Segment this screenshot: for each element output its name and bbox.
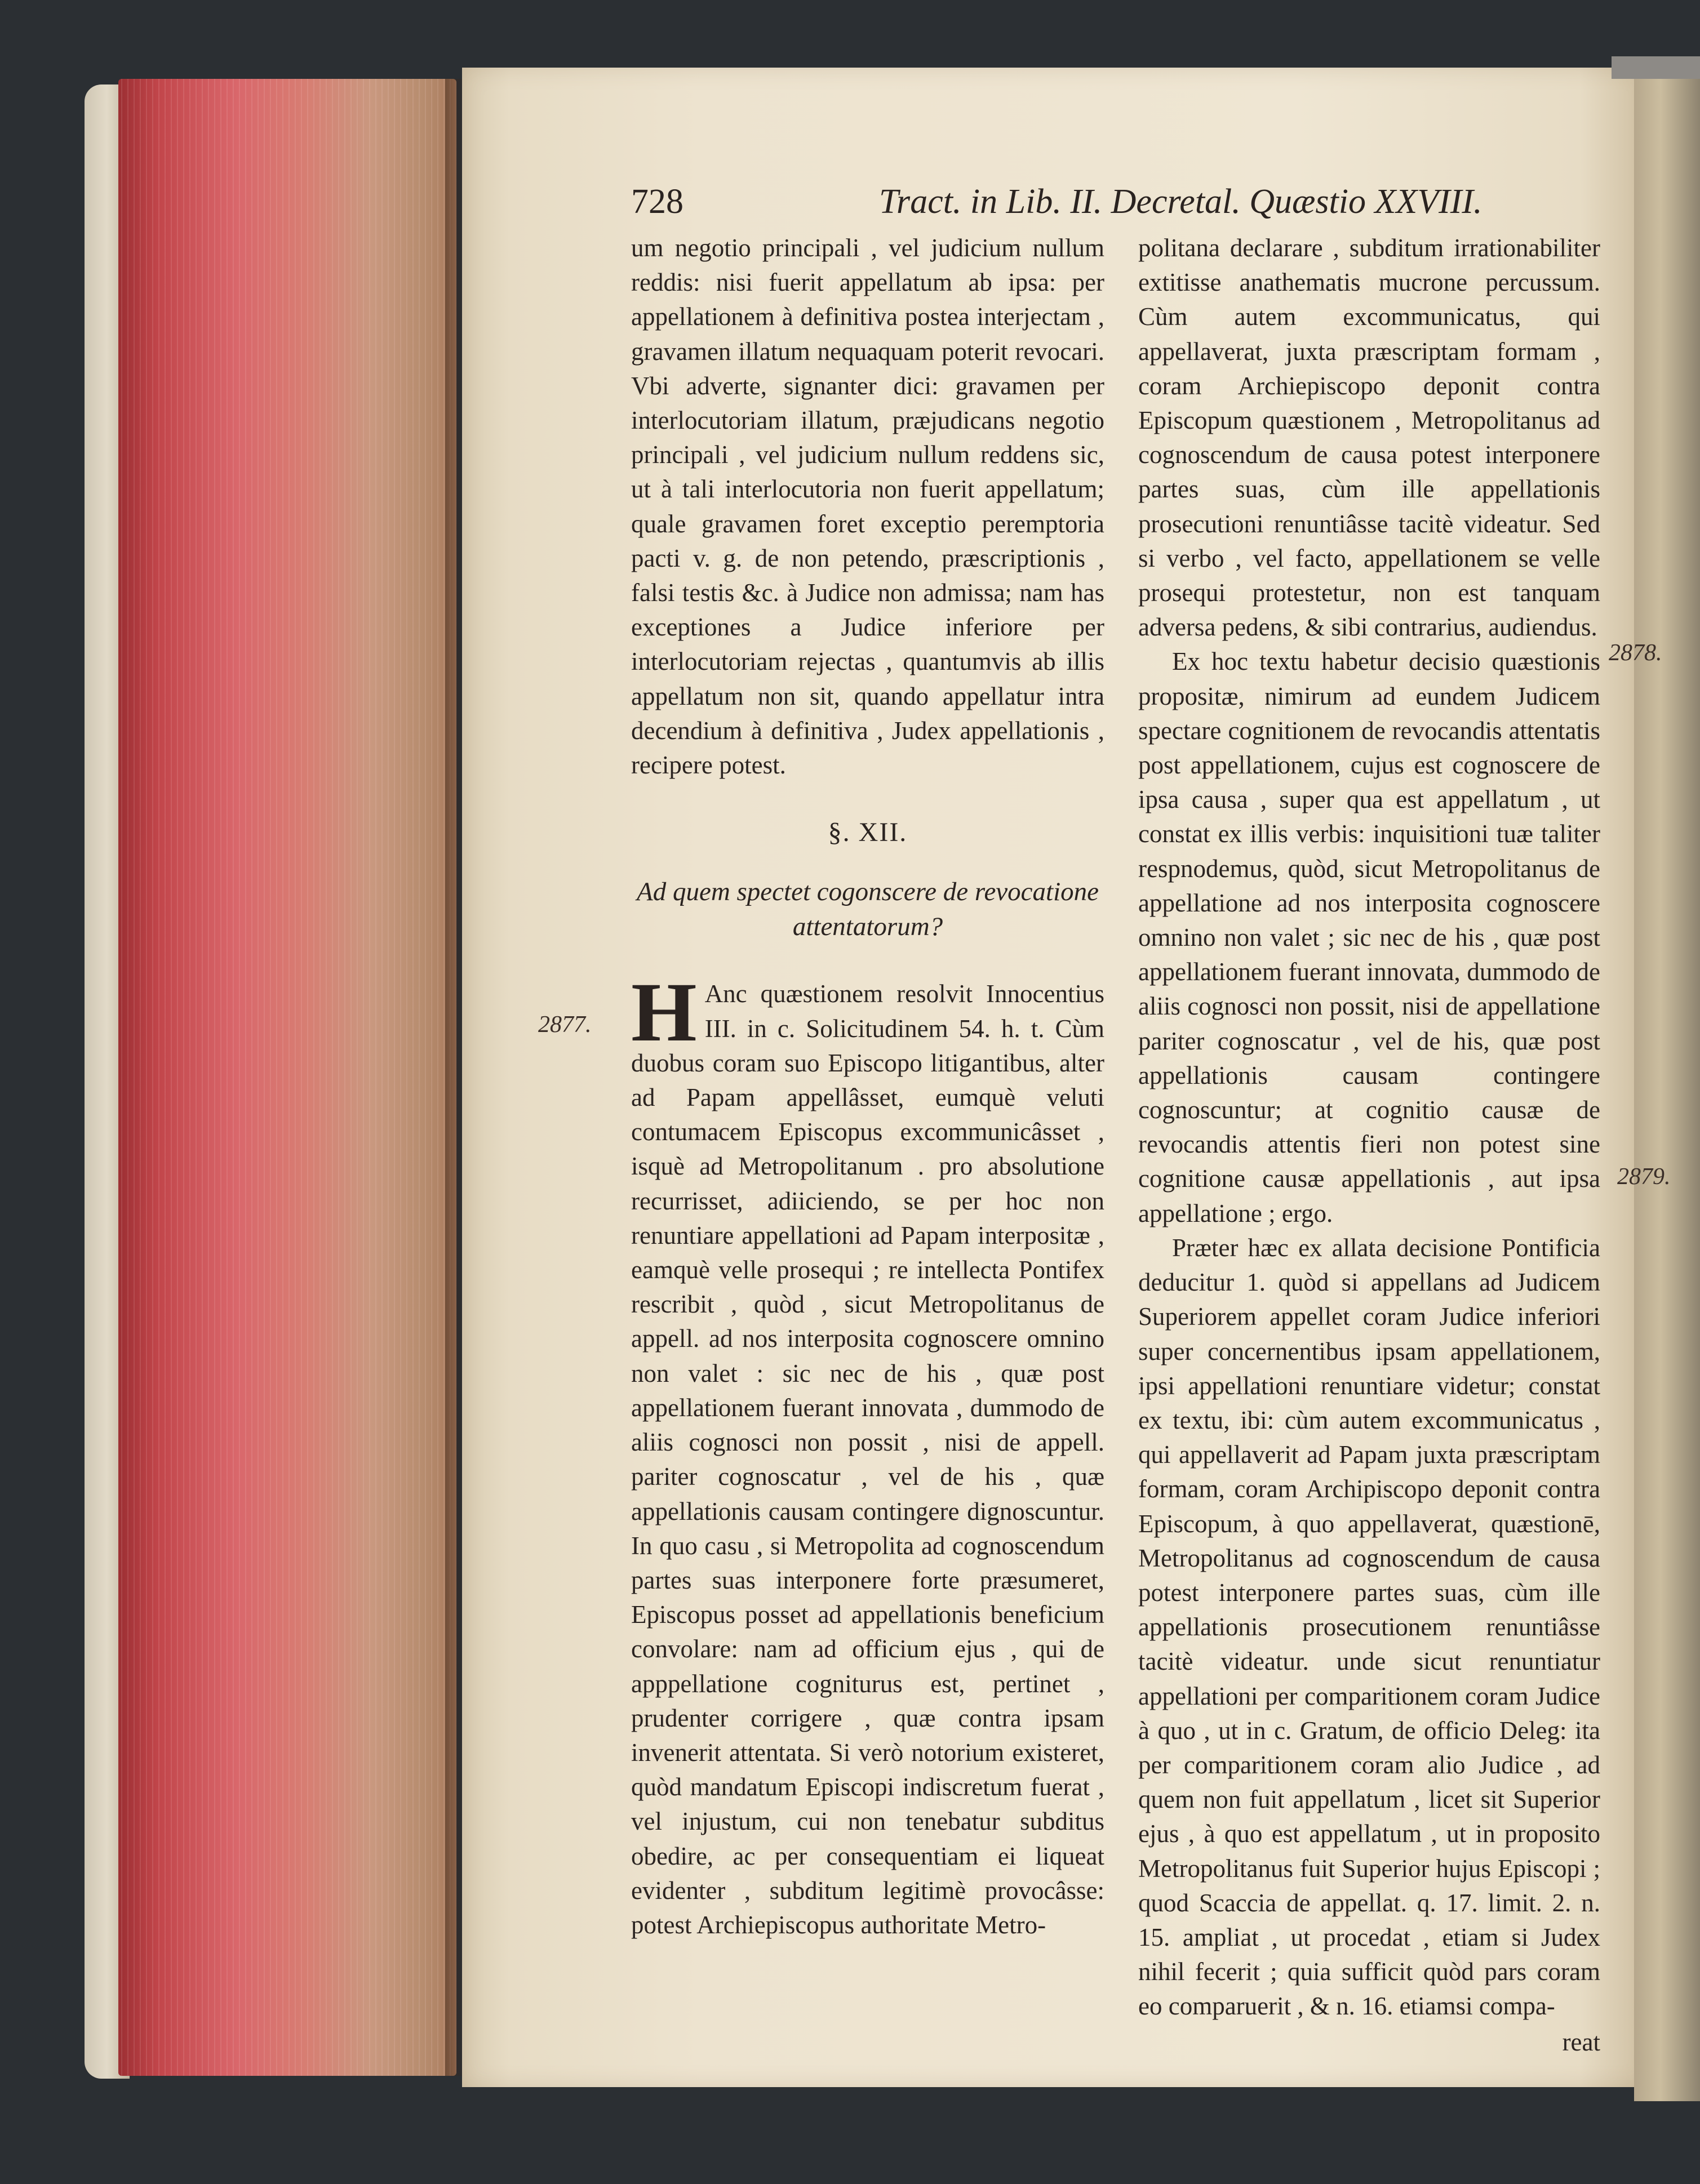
running-head bbox=[631, 179, 1600, 224]
right-paragraph-2: Ex hoc textu habetur decisio quæstionis propositæ, nimirum ad eundem Judicem spectare cognitionem de revocandis attentatis post appellationem, cujus est cognoscere de ipsa causa , super qua est appellatum , ut constat ex illis verbis: inquisitioni tuæ taliter respnodemus, quòd, sicut Metropolitanus de appellatione ad nos interposita cognoscere omnino non valet ; sic nec de his , quæ post appellationem fuerant innovata, dummodo de aliis cognosci non possit, nisi de appellatione pariter cognoscatur , vel de his, quæ post appellationis causam contingere cognoscuntur; at cognitio causæ de revocandis attentis fieri non potest sine cognitione causæ appellationis , aut ipsa appellatione ; ergo. bbox=[1138, 647, 1600, 1227]
margin-number-2878: 2878. bbox=[1609, 640, 1662, 666]
facing-page-edge bbox=[1634, 62, 1700, 2101]
right-paragraph-1: politana declarare , subditum irrationabiliter extitisse anathematis mucrone percussum. Cùm autem excommunicatus, qui appellaverat, juxta præscriptam formam , coram Archiepiscopo deponit contra Episcopum quæstionem , Metropolitanus ad cognoscendum de causa potest interponere partes suas, cùm ille appellationis prosecutioni renuntiâsse tacitè videatur. Sed si verbo , vel facto, appellationem se velle prosequi protestetur, non est tanquam adversa pedens, & sibi contrarius, audiendus. bbox=[1138, 234, 1600, 642]
section-mark: §. XII. bbox=[828, 817, 908, 848]
red-fore-edge bbox=[118, 79, 456, 2076]
left-paragraph-2 bbox=[631, 966, 1104, 1942]
top-strip bbox=[1612, 56, 1700, 79]
running-title: Tract. in Lib. II. Decretal. Quæstio XXVIII. bbox=[879, 183, 1482, 221]
margin-number-2879: 2879. bbox=[1617, 1164, 1671, 1190]
right-column bbox=[1138, 231, 1600, 2060]
drop-cap: H bbox=[631, 966, 697, 1060]
margin-number-2877: 2877. bbox=[538, 1012, 592, 1038]
left-column bbox=[631, 231, 1104, 1942]
section-heading: Ad quem spectet cogonscere de revocatione attentatorum? bbox=[637, 877, 1099, 942]
left-paragraph-1: um negotio principali , vel judicium nullum reddis: nisi fuerit appellatum ab ipsa: per appellationem à definitiva postea interjectam , gravamen illatum nequaquam poterit revocari. Vbi adverte, signanter dici: gravamen per interlocutoriam illatum, præjudicans negotio principali , vel judicium nullum reddens sic, ut à tali interlocutoria non fuerit appellatum; quale gravamen foret exceptio peremptoria pacti v. g. de non petendo, præscriptionis , falsi testis &c. à Judice non admissa; nam has exceptiones a Judice inferiore per interlocutoriam rejectas , quantumvis ab illis appellatum non sit, quando appellatur intra decendium à definitiva , Judex appellationis , recipere potest. bbox=[631, 234, 1104, 780]
page-number: 728 bbox=[631, 183, 683, 221]
left-paragraph-2-text: Anc quæstionem resolvit Innocentius III. in c. Solicitudinem 54. h. t. Cùm duobus coram suo Episcopo litigantibus, alter ad Papam appellâsset, eumquè veluti contumacem Episcopus excommunicâsset , isquè ad Metropolitanum . pro absolutione recurrisset, adiiciendo, se per hoc non renuntiare appellationi ad Papam interpositæ , eamquè velle prosequi ; re intellecta Pontifex rescribit , quòd , sicut Metropolitanus de appell. ad nos interposita cognoscere omnino non valet : sic nec de his , quæ post appellationem fuerant innovata , dummodo de aliis cognosci non possit , nisi de appell. pariter cognoscatur , vel de his , quæ appellationis causam contingere dignoscuntur. In quo casu , si Metropolita ad cognoscendum partes suas interponere forte præsumeret, Episcopus posset ad appellationis beneficium convolare: nam ad officium ejus , qui de apppellatione cogniturus est, pertinet , prudenter corrigere , quæ contra ipsam invenerit attentata. Si verò notorium existeret, quòd mandatum Episcopi indiscretum fuerat , vel injustum, cui non tenebatur subditus obedire, ac per consequentiam ei liqueat evidenter , subditum legitimè provocâsse: potest Archiepiscopus authoritate Metro- bbox=[631, 980, 1104, 1939]
right-paragraph-3: Præter hæc ex allata decisione Pontificia deducitur 1. quòd si appellans ad Judicem Superiorem appellet coram Judice inferiori super concernentibus ipsam appellationem, ipsi appellationi renuntiare videtur; constat ex textu, ibi: cùm autem excommunicatus , qui appellaverit ad Papam juxta præscriptam formam, coram Archipiscopo deponit contra Episcopum, à quo appellaverat, quæstionē, Metropolitanus ad cognoscendum de causa potest interponere partes suas, cùm ille appellationis prosecutionem renuntiâsse tacitè videatur. unde sicut renuntiatur appellationi per comparitionem coram Judice à quo , ut in c. Gratum, de officio Deleg: ita per comparitionem coram alio Judice , ad quem non fuit appellatum , licet sit Superior ejus , à quo est appellatum , ut in proposito Metropolitanus fuit Superior hujus Episcopi ; quod Scaccia de appellat. q. 17. limit. 2. n. 15. ampliat , ut procedat , etiam si Judex nihil fecerit ; quia sufficit quòd pars coram eo comparuerit , & n. 16. etiamsi compa- bbox=[1138, 1233, 1600, 2021]
catchword: reat bbox=[1562, 2027, 1600, 2056]
